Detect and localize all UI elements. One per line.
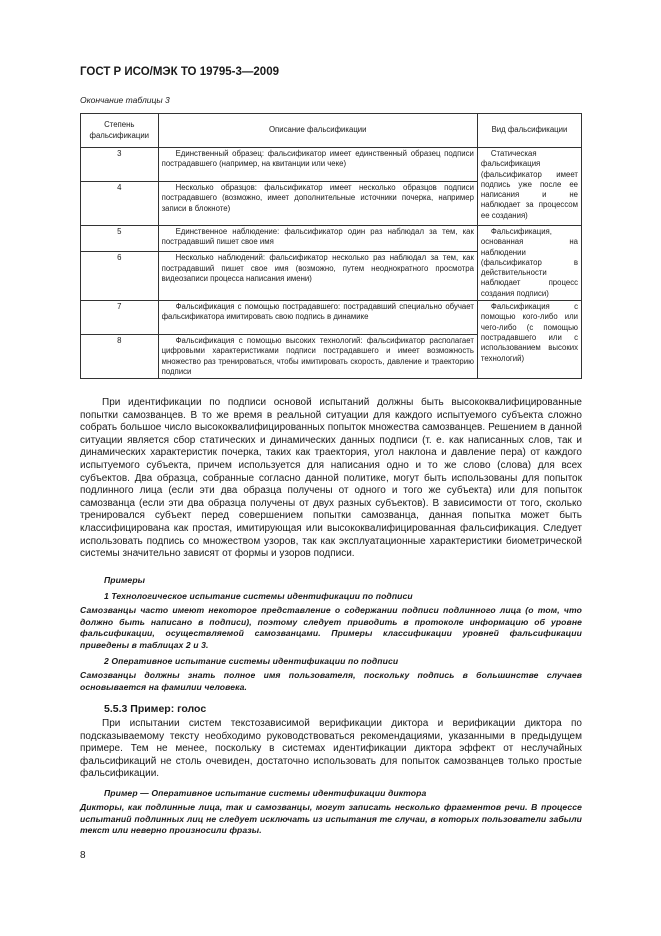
document-header: ГОСТ Р ИСО/МЭК ТО 19795-3—2009 — [80, 66, 279, 78]
falsification-table — [80, 113, 582, 379]
table-row — [81, 148, 582, 182]
example-3-text — [80, 802, 582, 837]
row-description: Фальсификация с помощью высоких технологий: фальсификатор располагает цифровыми характеристиками подписи пострадавшего и имеет возможность множество раз тренироваться, чтобы имитировать скорость, давление и траекторию подписи — [158, 335, 477, 379]
example-2-title: 2 Оперативное испытание системы идентификации по подписи — [104, 656, 399, 666]
row-description: Несколько образцов: фальсификатор имеет несколько образцов подписи пострадавшего (возможно, имеет дополнительные источники почерка, например записи в блокноте) — [158, 182, 477, 226]
row-degree: 7 — [81, 301, 159, 335]
paragraph-text: При идентификации по подписи основой испытаний должны быть высококвалифицированные попытки самозванцев. В то же время в реальной ситуации для каждого испытуемого субъекта сложно собрать большое число высококвалифицированных попыток множества самозванцев. Решением в данной ситуации является сбор статических и динамических данных подписи (т. е. как написанных слов, так и динамических характеристик почерка, таких как траектория, угол наклона и давление пера) от каждого испытуемого субъекта, причем используется для написания одно и то же слово (слова) для всех субъектов. Два образца, собранные согласно данной политике, могут быть использованы для попыток подлинного лица (если эти два образца получены от одного и того же субъекта) или для попыток самозванца (если эти два образца получены от двух разных субъектов). В зависимости от того, сколько тренировался субъект перед совершением попытки самозванца, данная попытка может быть классифицирована как простая, имитирующая или высококвалифицированная фальсификация. Следует использовать подпись со множеством узоров, так как эксплуатационные характеристики биометрической системы значительно зависят от формы и узоров подписи. — [80, 397, 582, 560]
row-kind-observation: Фальсификация, основанная на наблюдении (фальсификатор в действительности наблюдает процесс создания подписи) — [477, 226, 581, 301]
row-degree: 5 — [81, 226, 159, 252]
table-caption: Окончание таблицы 3 — [80, 95, 170, 105]
row-kind-static: Статическая фальсификация (фальсификатор имеет подпись уже после ее написания и не наблюдает за процессом ее создания) — [477, 148, 581, 226]
example-1-text — [80, 605, 582, 651]
paragraph-text: При испытании систем текстозависимой верификации диктора и верификации диктора по подсказываемому тексту необходимо руководствоваться рекомендациями, указанными в предыдущем примере. Тем не менее, поскольку в системах идентификации диктора эффект от неслучайных фальсификаций не столь очевиден, достаточно использовать для попыток самозванцев только простые фальсификации. — [80, 718, 582, 780]
column-header-description: Описание фальсификации — [158, 114, 477, 148]
row-description: Единственный образец: фальсификатор имеет единственный образец подписи пострадавшего (например, на квитанции или чеке) — [158, 148, 477, 182]
row-degree: 3 — [81, 148, 159, 182]
column-header-kind: Вид фальсификации — [477, 114, 581, 148]
row-description: Несколько наблюдений: фальсификатор несколько раз наблюдал за тем, как пострадавший пишет свое имя (возможно, путем неоднократного просмотра видеозаписи процесса написания имени) — [158, 252, 477, 301]
example-1-title: 1 Технологическое испытание системы идентификации по подписи — [104, 591, 413, 601]
example-2-text — [80, 670, 582, 693]
row-degree: 6 — [81, 252, 159, 301]
example-text: Дикторы, как подлинные лица, так и самозванцы, могут записать несколько фрагментов речи. В процессе испытаний подлинных лиц не следует исключать из испытания те случаи, в которых пользователи забыли текст или неверно произносили фразы. — [80, 802, 582, 836]
example-text: Самозванцы часто имеют некоторое представление о содержании подписи подлинного лица (о том, что должно быть написано в подписи), поэтому следует приводить в протоколе информацию об уровне фальсификации, осуществляемой самозванцами. Примеры классификации уровней фальсификации приведены в таблицах 2 и 3. — [80, 605, 582, 650]
row-degree: 8 — [81, 335, 159, 379]
row-description: Фальсификация с помощью пострадавшего: пострадавший специально обучает фальсификатора имитировать свою подпись в динамике — [158, 301, 477, 335]
paragraph-voice-testing — [80, 718, 582, 781]
row-description: Единственное наблюдение: фальсификатор один раз наблюдал за тем, как пострадавший пишет свое имя — [158, 226, 477, 252]
paragraph-signature-testing — [80, 397, 582, 561]
row-kind-assisted: Фальсификация с помощью кого-либо или чего-либо (с помощью пострадавшего или с использованием высоких технологий) — [477, 301, 581, 379]
row-degree: 4 — [81, 182, 159, 226]
table-row — [81, 226, 582, 252]
examples-title: Примеры — [104, 575, 146, 585]
table-header-row — [81, 114, 582, 148]
table-row — [81, 301, 582, 335]
example-3-title: Пример — Оперативное испытание системы идентификации диктора — [104, 788, 427, 798]
example-text: Самозванцы должны знать полное имя пользователя, поскольку подпись в большинстве случаев основывается на фамилии человека. — [80, 670, 582, 692]
page-number: 8 — [80, 850, 86, 861]
column-header-degree: Степень фальсификации — [81, 114, 159, 148]
section-heading: 5.5.3 Пример: голос — [104, 703, 207, 715]
